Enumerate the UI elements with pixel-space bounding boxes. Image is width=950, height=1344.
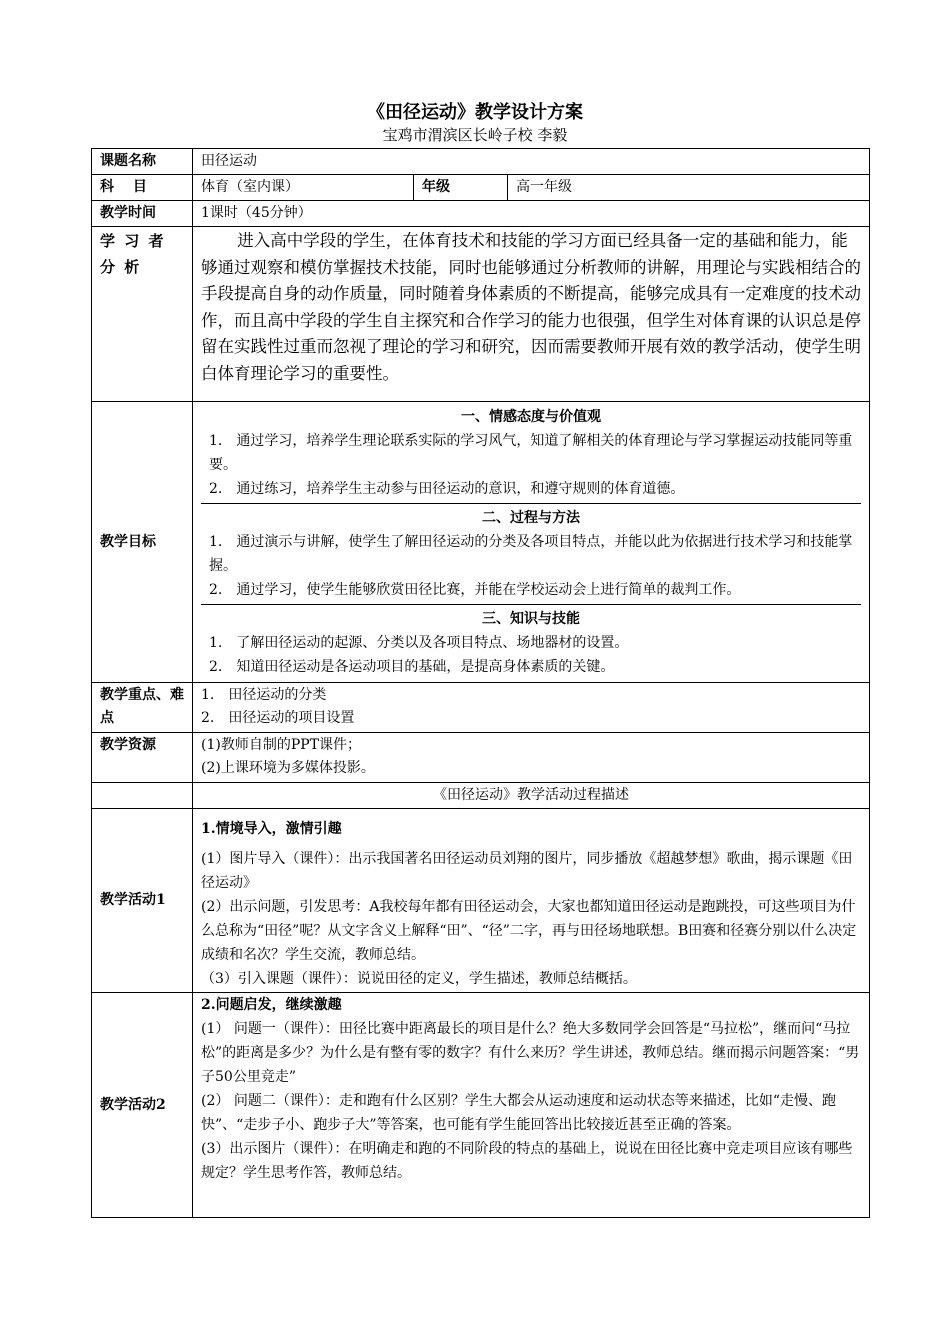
resources-label: 教学资源 <box>92 733 193 783</box>
process-title-empty <box>92 783 193 809</box>
activity2-cell <box>193 993 870 1218</box>
goal-item: 2. 通过练习，培养学生主动参与田径运动的意识，和遵守规则的体育道德。 <box>209 481 685 497</box>
activity2-heading: 2.问题启发，继续激趣 <box>201 997 342 1013</box>
goal-item: 2. 通过学习，使学生能够欣赏田径比赛，并能在学校运动会上进行简单的裁判工作。 <box>209 582 741 598</box>
lesson-plan-table <box>91 148 870 1218</box>
row-process-title <box>92 783 870 809</box>
row-resources <box>92 733 870 783</box>
goal-heading: 二、过程与方法 <box>482 510 580 526</box>
goal-item: 1. 了解田径运动的起源、分类以及各项目特点、场地器材的设置。 <box>209 635 629 651</box>
row-subject <box>92 175 870 201</box>
goal-item: 2. 知道田径运动是各运动项目的基础，是提高身体素质的关键。 <box>209 659 615 675</box>
grade-label: 年级 <box>414 175 508 201</box>
activity1-cell <box>193 809 870 993</box>
activity1-heading: 1.情境导入，激情引趣 <box>201 821 342 837</box>
activity2-label: 教学活动2 <box>92 993 193 1218</box>
learner-text-cell <box>193 227 870 402</box>
document-subtitle: 宝鸡市渭滨区长岭子校 李毅 <box>382 126 568 144</box>
learner-text: 进入高中学段的学生，在体育技术和技能的学习方面已经具备一定的基础和能力，能够通过观察和模仿掌握技术技能，同时也能够通过分析教师的讲解，用理论与实践相结合的手段提高自身的动作质量，同时随着身体素质的不断提高，能够完成具有一定难度的技术动作，而且高中学段的学生自主探究和合作学习的能力也很强，但学生对体育课的认识总是停留在实践性过重而忽视了理论的学习和研究，因而需要教师开展有效的教学活动，使学生明白体育理论学习的重要性。 <box>201 231 861 383</box>
activity2-para: (3）出示图片（课件）：在明确走和跑的不同阶段的特点的基础上，说说在田径比赛中竞走项目应该有哪些规定？学生思考作答，教师总结。 <box>201 1141 853 1181</box>
goals-cell <box>193 402 870 683</box>
activity1-para: （3）引入课题（课件）：说说田径的定义，学生描述，教师总结概括。 <box>201 971 637 987</box>
process-title: 《田径运动》教学活动过程描述 <box>193 783 870 809</box>
goal-heading: 三、知识与技能 <box>482 611 580 627</box>
time-value: 1课时（45分钟） <box>193 201 870 227</box>
goal-heading: 一、情感态度与价值观 <box>461 409 601 425</box>
row-time <box>92 201 870 227</box>
goal-item: 1. 通过学习，培养学生理论联系实际的学习风气，知道了解相关的体育理论与学习掌握运动技能同等重要。 <box>209 433 853 473</box>
topic-label: 课题名称 <box>92 149 193 175</box>
activity2-para: (1） 问题一（课件）：田径比赛中距离最长的项目是什么？绝大多数同学会回答是“马拉松”，继而问“马拉松”的距离是多少？为什么是有整有零的数字？有什么来历？学生讲述，教师总结。继而揭示问题答案：“男子50公里竞走” <box>201 1021 860 1085</box>
subject-value: 体育（室内课） <box>193 175 414 201</box>
grade-value: 高一年级 <box>508 175 870 201</box>
row-learner-analysis <box>92 227 870 402</box>
activity1-para: (2）出示问题，引发思考：A我校每年都有田径运动会，大家也都知道田径运动是跑跳投，可这些项目为什么总称为“田径”呢？从文字含义上解释“田”、“径”二字，再与田径场地联想。B田赛和径赛分别以什么决定成绩和名次？学生交流，教师总结。 <box>201 899 857 963</box>
learner-label: 学 习 者 分 析 <box>92 227 193 402</box>
goal-section <box>201 604 861 681</box>
time-label: 教学时间 <box>92 201 193 227</box>
goal-item: 1. 通过演示与讲解，使学生了解田径运动的分类及各项目特点，并能以此为依据进行技术学习和技能掌握。 <box>209 534 853 574</box>
subject-label: 科 目 <box>92 175 193 201</box>
activity1-label: 教学活动1 <box>92 809 193 993</box>
keypoints-label: 教学重点、难点 <box>92 683 193 733</box>
goal-section <box>201 403 861 503</box>
activity1-para: (1）图片导入（课件）：出示我国著名田径运动员刘翔的图片，同步播放《超越梦想》歌曲，揭示课题《田径运动》 <box>201 851 853 891</box>
row-activity-2 <box>92 993 870 1218</box>
resources-cell <box>193 733 870 783</box>
keypoint-item: 2. 田径运动的项目设置 <box>201 710 355 726</box>
row-teaching-goals <box>92 402 870 683</box>
resource-item: (1)教师自制的PPT课件； <box>201 737 362 753</box>
document-title: 《田径运动》教学设计方案 <box>367 102 583 123</box>
goals-label: 教学目标 <box>92 402 193 683</box>
row-keypoints <box>92 683 870 733</box>
activity2-para: (2） 问题二（课件）：走和跑有什么区别？学生大都会从运动速度和运动状态等来描述，比如“走慢、跑快”、“走步子小、跑步子大”等答案，也可能有学生能回答出比较接近甚至正确的答案。 <box>201 1093 836 1133</box>
topic-value: 田径运动 <box>193 149 870 175</box>
keypoints-cell <box>193 683 870 733</box>
goal-section <box>201 503 861 604</box>
row-activity-1 <box>92 809 870 993</box>
keypoint-item: 1. 田径运动的分类 <box>201 687 327 703</box>
resource-item: (2)上课环境为多媒体投影。 <box>201 760 375 776</box>
row-topic <box>92 149 870 175</box>
